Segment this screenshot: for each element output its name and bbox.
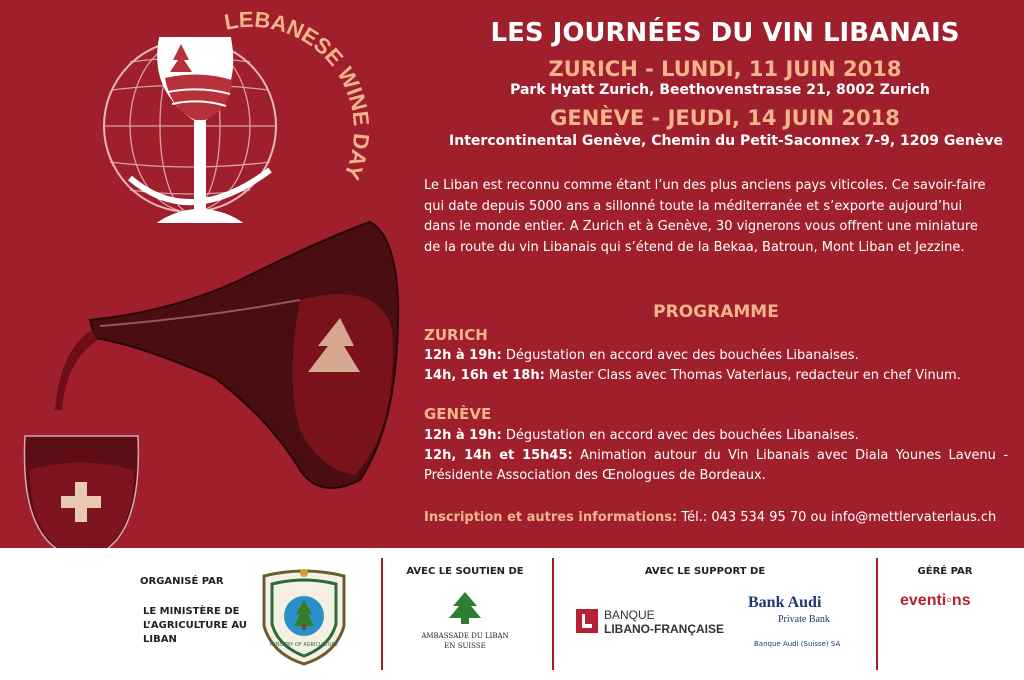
programme-text: Animation autour du Vin Libanais avec Diala Younes Lavenu - Présidente Association des Œnologues de Bordeaux. xyxy=(424,448,1009,483)
programme-time: 12h, 14h et 15h45: xyxy=(424,448,573,463)
gere-heading: GÉRÉ PAR xyxy=(917,566,973,577)
zurich-venue: Park Hyatt Zurich, Beethovenstrasse 21, 8002 Zurich xyxy=(510,82,930,98)
programme-item xyxy=(424,446,1008,486)
programme-text: Master Class avec Thomas Vaterlaus, redacteur en chef Vinum. xyxy=(544,368,961,383)
organise-heading: ORGANISÉ PAR xyxy=(140,576,224,587)
eventions-logo: eventi◦ns xyxy=(900,592,971,609)
footer-divider xyxy=(381,558,383,670)
zurich-date: ZURICH - LUNDI, 11 JUIN 2018 xyxy=(548,57,902,81)
programme-geneve-heading: GENÈVE xyxy=(424,405,492,423)
seal-text: MINISTRY OF AGRICULTURE xyxy=(269,642,339,648)
lebanese-wine-day-logo xyxy=(104,7,374,230)
logo-text: LEBANESE WINE DAY xyxy=(222,6,375,184)
ministry-name: LE MINISTÈRE DE L’AGRICULTURE AU LIBAN xyxy=(143,606,247,645)
programme-time: 12h à 19h: xyxy=(424,348,502,363)
bank-audi-name: Bank Audi xyxy=(748,594,822,611)
programme-item xyxy=(424,366,1008,386)
programme-zurich-heading: ZURICH xyxy=(424,326,488,344)
programme-text: Dégustation en accord avec des bouchées Libanaises. xyxy=(501,428,859,443)
bank-audi-small: Banque Audi (Suisse) SA xyxy=(754,640,841,648)
geneve-date: GENÈVE - JEUDI, 14 JUIN 2018 xyxy=(550,106,900,130)
contact-details[interactable]: Tél.: 043 534 95 70 ou info@mettlervaterlaus.ch xyxy=(677,510,997,525)
intro-paragraph: Le Liban est reconnu comme étant l’un des plus anciens pays viticoles. Ce savoir-faire qui date depuis 5000 ans a sillonné toute la méditerranée et s’exporte aujourd’hui dans le monde entier. A Zurich et à Genève, 30 vignerons vous offrent une miniature de la route du vin Libanais qui s’étend de la Bekaa, Batroun, Mont Liban et Jezzine. xyxy=(424,178,986,255)
blf-logo-icon xyxy=(576,609,598,633)
soutien-heading: AVEC LE SOUTIEN DE xyxy=(406,566,524,577)
footer-divider xyxy=(876,558,878,670)
ministry-seal-icon xyxy=(256,566,352,666)
programme-text: Dégustation en accord avec des bouchées Libanaises. xyxy=(501,348,859,363)
blf-line2: LIBANO-FRANÇAISE xyxy=(604,622,724,636)
bank-audi-sub: Private Bank xyxy=(778,614,830,625)
ambassade-line2: EN SUISSE xyxy=(444,642,486,650)
support-heading: AVEC LE SUPPORT DE xyxy=(644,566,766,577)
geneve-venue: Intercontinental Genève, Chemin du Petit-Saconnex 7-9, 1209 Genève xyxy=(449,133,1003,149)
event-title: LES JOURNÉES DU VIN LIBANAIS xyxy=(490,18,960,48)
programme-item xyxy=(424,346,1008,366)
programme-time: 12h à 19h: xyxy=(424,428,502,443)
blf-line1: BANQUE xyxy=(604,608,655,622)
programme-time: 14h, 16h et 18h: xyxy=(424,368,545,383)
ambassade-line1: AMBASSADE DU LIBAN xyxy=(421,632,509,640)
footer-divider xyxy=(552,558,554,670)
programme-item xyxy=(424,426,1008,446)
contact-line xyxy=(424,510,1024,525)
cedar-icon xyxy=(445,590,485,630)
contact-label: Inscription et autres informations: xyxy=(424,510,678,525)
programme-heading: PROGRAMME xyxy=(653,302,779,322)
